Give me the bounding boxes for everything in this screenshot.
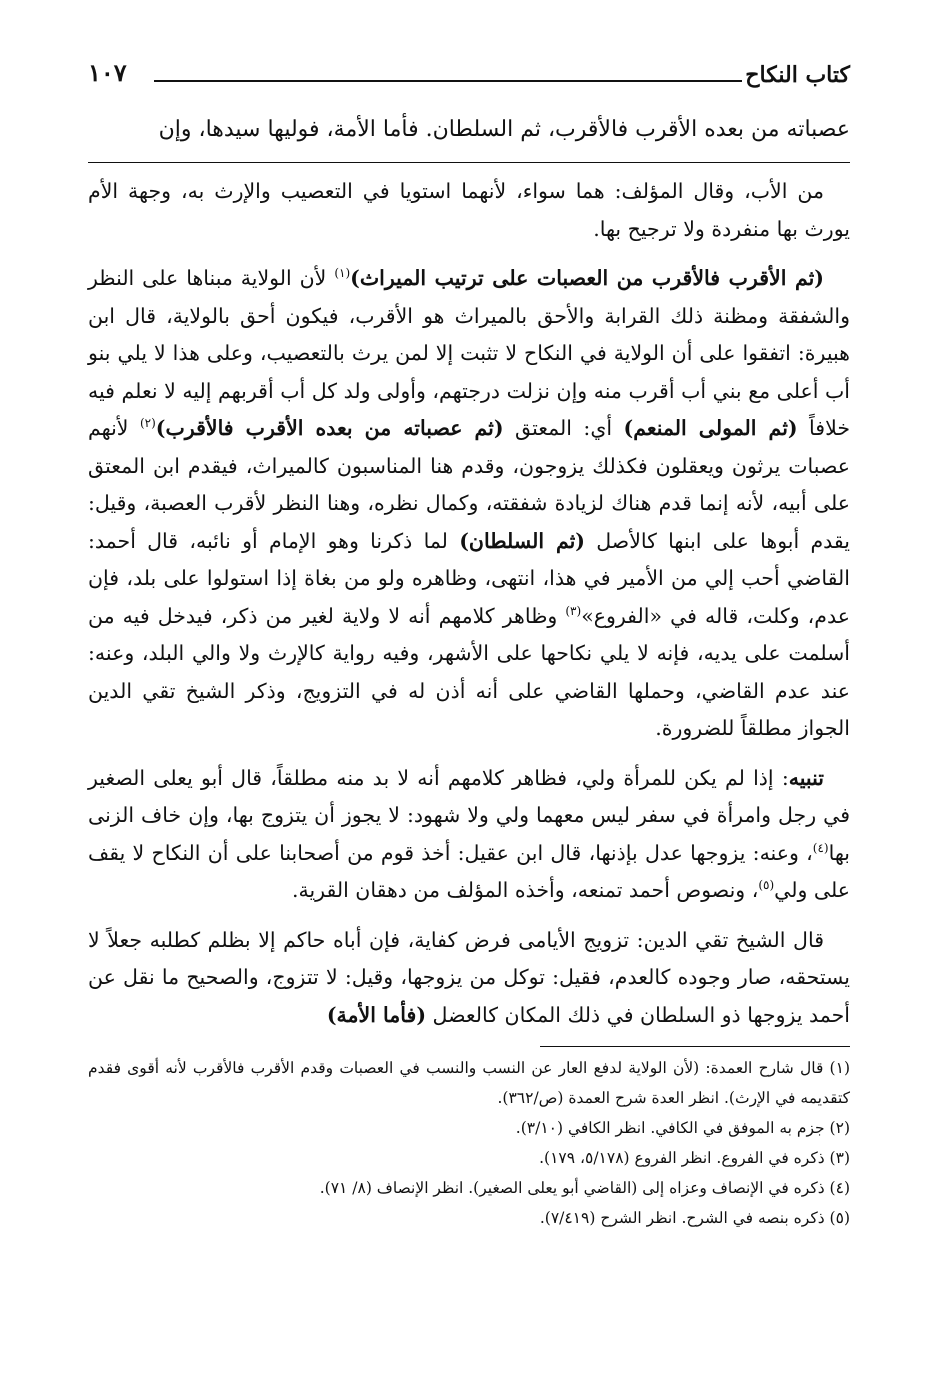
- matn-separator: [88, 162, 850, 163]
- commentary-text: لأنهم عصبات يرثون ويعقلون فكذلك يزوجون، وقدم هنا المناسبون كالميراث، فيقدم ابن المعتق على أبيه، لأنه إنما قدم هناك لزيادة شفقته، وكمال نظره، وهنا النظر لأقرب العصبة، وقيل: يقدم أبوها على ابنها كالأصل: [88, 416, 850, 553]
- footnotes: [88, 1053, 850, 1233]
- page-number: ١٠٧: [88, 58, 127, 87]
- footnote-4: (٤) ذكره في الإنصاف وعزاه إلى (القاضي أبو يعلى الصغير). انظر الإنصاف (٨/ ٧١).: [319, 1179, 850, 1197]
- footnote-ref-3[interactable]: (٣): [565, 603, 582, 618]
- commentary-text: لما ذكرنا وهو الإمام أو نائبه، قال أحمد: القاضي أحب إلي من الأمير في هذا، انتهى، وظاهره ولو من بغاة إذا استولوا على بلد، فإن عدم، وكلت، قاله في «الفروع»: [88, 528, 850, 628]
- commentary-paragraph-3: [88, 760, 850, 910]
- footnote-1: (١) قال شارح العمدة: (لأن الولاية لدفع العار عن النسب والنسب في العصبات وقدم الأقرب فالأقرب لأنه أقوى فقدم كتقديمه في الإرث). انظر العدة شرح العمدة (ص/٣٦٢).: [88, 1059, 850, 1107]
- bold-quote: (ثم المولى المنعم): [623, 416, 798, 440]
- footnote-ref-4[interactable]: (٤): [812, 840, 829, 855]
- matn-text: عصباته من بعده الأقرب فالأقرب، ثم السلطان. فأما الأمة، فوليها سيدها، وإن: [158, 117, 850, 142]
- footnote-3: (٣) ذكره في الفروع. انظر الفروع (٥/١٧٨، ١٧٩).: [539, 1149, 850, 1167]
- commentary-text: لأن الولاية مبناها على النظر والشفقة ومظنة ذلك القرابة والأحق بالميراث هو الأقرب، فيكون أحق بالولاية، قال ابن هبيرة: اتفقوا على أن الولاية في النكاح لا تثبت إلا لمن يرث بالتعصيب، وعلى هذا لا يلي بنو أب أعلى مع بني أب أقرب منه وإن نزلت درجتهم، وأولى ولد كل أب أقربهم إليه لا نعلم فيه خلافاً: [88, 266, 850, 440]
- commentary-paragraph-1: من الأب، وقال المؤلف: هما سواء، لأنهما استويا في التعصيب والإرث به، وجهة الأم يورث بها منفردة ولا ترجيح بها.: [88, 179, 850, 241]
- commentary-paragraph-2: [88, 260, 850, 748]
- bold-quote: (ثم الأقرب فالأقرب من العصبات على ترتيب الميراث): [350, 266, 824, 290]
- bold-quote: (ثم عصباته من بعده الأقرب فالأقرب): [155, 416, 504, 440]
- commentary-text: قال الشيخ تقي الدين: تزويج الأيامى فرض كفاية، فإن أباه حاكم إلا بظلم كطلبه جعلاً لا يستحقه، صار وجوده كالعدم، فقيل: توكل من يزوجها، وقيل: لا تتزوج، والصحيح ما نقل عن أحمد يزوجها ذو السلطان في ذلك المكان كالعضل: [88, 927, 850, 1027]
- book-page: [88, 58, 850, 1348]
- bold-quote: (فأما الأمة): [326, 1002, 427, 1027]
- commentary-text: ، ونصوص أحمد تمنعه، وأخذه المؤلف من دهقان القرية.: [291, 878, 759, 902]
- commentary-text: : إذا لم يكن للمرأة ولي، فظاهر كلامهم أنه لا بد منه مطلقاً، قال أبو يعلى الصغير في رجل وامرأة في سفر ليس معهما ولي ولا شهود: لا يجوز أن يتزوج بها، وإن خاف الزنى بها: [88, 765, 850, 865]
- page-header: [88, 58, 850, 92]
- commentary-text: أي: المعتق: [503, 416, 624, 440]
- commentary: [88, 173, 850, 1034]
- footnote-ref-1[interactable]: (١): [334, 266, 351, 281]
- footnote-5: (٥) ذكره بنصه في الشرح. انظر الشرح (٧/٤١٩).: [539, 1209, 850, 1227]
- commentary-paragraph-4: [88, 922, 850, 1035]
- footnote-ref-5[interactable]: (٥): [758, 878, 775, 893]
- commentary-text: ، وعنه: يزوجها عدل بإذنها، قال ابن عقيل: أخذ قوم من أصحابنا على أن النكاح لا يقف على ولي: [88, 840, 850, 902]
- note-label: تنبيه: [788, 765, 824, 790]
- chapter-title: كتاب النكاح: [745, 62, 850, 88]
- footnote-ref-2[interactable]: (٢): [139, 416, 156, 431]
- commentary-text: وظاهر كلامهم أنه لا ولاية لغير من ذكر، فيدخل فيه من أسلمت على يديه، فإنه لا يلي نكاحها على الأشهر، وفيه رواية كالإرث ولا والي البلد، وعنه: عند عدم القاضي، وحملها القاضي على أنه أذن له في التزويج، وذكر الشيخ تقي الدين الجواز مطلقاً للضرورة.: [88, 603, 850, 740]
- header-rule: [154, 80, 742, 82]
- footnote-2: (٢) جزم به الموفق في الكافي. انظر الكافي (٣/١٠).: [515, 1119, 850, 1137]
- footnote-separator: [540, 1046, 850, 1047]
- bold-quote: (ثم السلطان): [459, 528, 585, 553]
